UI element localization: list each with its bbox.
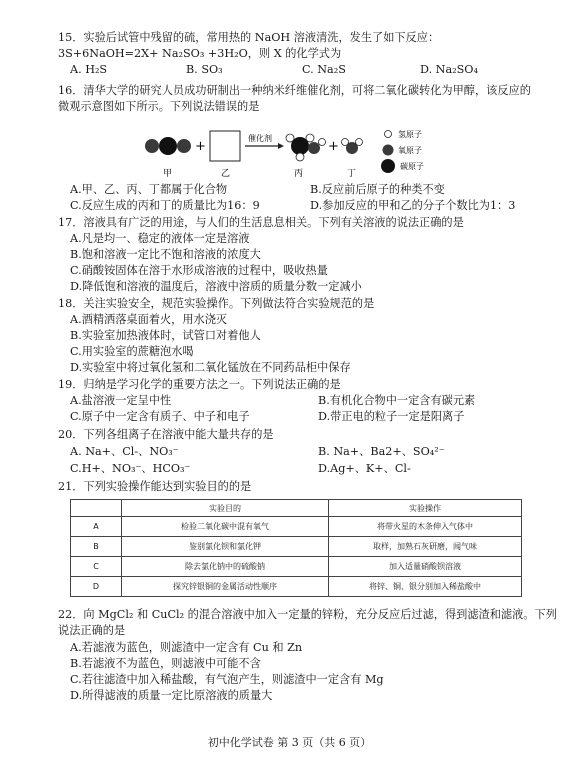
row-label: B: [71, 537, 122, 557]
q20-option-a[interactable]: A. Na+、Cl-、NO₃⁻: [70, 445, 179, 458]
q17-option-c[interactable]: C.硝酸铵固体在溶于水形成溶液的过程中，吸收热量: [70, 264, 328, 277]
q16-stem-line2: 微观示意图如下所示。下列说法错误的是: [58, 100, 260, 113]
q18-option-b[interactable]: B.实验室加热液体时，试管口对着他人: [70, 329, 261, 342]
q22-option-d[interactable]: D.所得滤液的质量一定比原溶液的质量大: [70, 689, 273, 702]
label-ding: 丁: [347, 169, 357, 179]
q16-option-b[interactable]: B.反应前后原子的种类不变: [310, 183, 445, 196]
row-purpose: 除去氯化钠中的硫酸钠: [122, 557, 329, 577]
row-operation: 加入适量硝酸钡溶液: [329, 557, 522, 577]
legend-carbon: 碳原子: [400, 162, 424, 171]
legend-carbon-icon: [381, 159, 395, 173]
q15-option-d[interactable]: D. Na₂SO₄: [420, 63, 478, 76]
reaction-diagram: [130, 128, 510, 182]
molecule-jia: [145, 137, 191, 155]
q20-option-b[interactable]: B. Na+、Ba2+、SO₄²⁻: [318, 445, 445, 458]
row-purpose: 检验二氧化碳中混有氧气: [122, 517, 329, 537]
plus-sign-2: +: [328, 139, 339, 154]
q21-stem: 21．下列实验操作能达到实验目的的是: [58, 480, 252, 493]
q18-option-a[interactable]: A.酒精洒落桌面着火，用水浇灭: [70, 313, 228, 326]
q17-stem: 17．溶液具有广泛的用途，与人们的生活息息相关。下列有关溶液的说法正确的是: [58, 216, 464, 229]
q15-stem: 15．实验后试管中残留的硫，常用热的 NaOH 溶液清洗，发生了如下反应：: [58, 31, 440, 44]
molecule-ding: [342, 139, 363, 155]
row-operation: 将锌、铜、银分别加入稀盐酸中: [329, 577, 522, 597]
q16-stem-line1: 16．清华大学的研究人员成功研制出一种纳米纤维催化剂，可将二氧化碳转化为甲醇，该反应的: [58, 84, 531, 97]
q19-option-d[interactable]: D.带正电的粒子一定是阳离子: [318, 410, 465, 423]
q16-option-a[interactable]: A.甲、乙、丙、丁都属于化合物: [70, 183, 228, 196]
legend-hydrogen-icon: [385, 131, 392, 138]
row-label: C: [71, 557, 122, 577]
table-header-row: [71, 500, 522, 517]
label-yi: 乙: [221, 169, 231, 179]
q19-option-c[interactable]: C.原子中一定含有质子、中子和电子: [70, 410, 250, 423]
label-bing: 丙: [294, 169, 304, 179]
q17-option-b[interactable]: B.饱和溶液一定比不饱和溶液的浓度大: [70, 248, 261, 261]
row-purpose: 鉴别氯化钡和氯化钾: [122, 537, 329, 557]
table-row[interactable]: [71, 537, 522, 557]
q20-option-d[interactable]: D.Ag+、K+、Cl-: [318, 462, 411, 475]
q19-option-a[interactable]: A.盐溶液一定呈中性: [70, 394, 172, 407]
table-row[interactable]: [71, 557, 522, 577]
table-row[interactable]: [71, 577, 522, 597]
q22-option-b[interactable]: B.若滤液不为蓝色，则滤液中可能不含: [70, 657, 261, 670]
label-jia: 甲: [163, 169, 173, 179]
q21-table: [70, 499, 522, 597]
q22-option-a[interactable]: A.若滤液为蓝色，则滤渣中一定含有 Cu 和 Zn: [70, 641, 303, 654]
legend-oxygen-icon: [383, 145, 394, 156]
table-header-cell: [71, 500, 122, 517]
q20-option-c[interactable]: C.H+、NO₃⁻、HCO₃⁻: [70, 462, 191, 475]
page-footer: 初中化学试卷 第 3 页（共 6 页）: [207, 736, 372, 749]
row-label: A: [71, 517, 122, 537]
q18-option-d[interactable]: D.实验室中将过氧化氢和二氧化锰放在不同药品柜中保存: [70, 361, 351, 374]
table-row[interactable]: [71, 517, 522, 537]
q15-option-b[interactable]: B. SO₃: [186, 63, 223, 76]
q22-option-c[interactable]: C.若往滤渣中加入稀盐酸，有气泡产生，则滤渣中一定含有 Mg: [70, 673, 384, 686]
row-purpose: 探究锌银铜的金属活动性顺序: [122, 577, 329, 597]
legend-hydrogen: 氢原子: [398, 130, 422, 139]
q18-stem: 18．关注实验安全，规范实验操作。下列做法符合实验规范的是: [58, 297, 375, 310]
row-label: D: [71, 577, 122, 597]
q18-option-c[interactable]: C.用实验室的蔗糖泡水喝: [70, 345, 194, 358]
table-header-purpose: 实验目的: [122, 500, 329, 517]
q22-stem-line2: 说法正确的是: [58, 624, 126, 637]
molecule-bing: [286, 134, 326, 161]
q20-stem: 20．下列各组离子在溶液中能大量共存的是: [58, 428, 274, 441]
q15-option-a[interactable]: A. H₂S: [70, 63, 108, 76]
q15-equation: 3S+6NaOH=2X+ Na₂SO₃ +3H₂O，则 X 的化学式为: [58, 47, 342, 60]
catalyst-label: 催化剂: [248, 134, 272, 143]
q15-option-c[interactable]: C. Na₂S: [302, 63, 346, 76]
q17-option-a[interactable]: A.凡是均一、稳定的液体一定是溶液: [70, 232, 250, 245]
q22-stem-line1: 22．向 MgCl₂ 和 CuCl₂ 的混合溶液中加入一定量的锌粉，充分反应后过滤，得到滤渣和滤液。下列: [58, 608, 557, 621]
q16-option-d[interactable]: D.参加反应的甲和乙的分子个数比为1：3: [310, 199, 516, 212]
plus-sign: +: [195, 139, 206, 154]
q17-option-d[interactable]: D.降低饱和溶液的温度后，溶液中溶质的质量分数一定减小: [70, 280, 362, 293]
legend-oxygen: 氧原子: [398, 146, 422, 155]
q19-option-b[interactable]: B.有机化合物中一定含有碳元素: [318, 394, 476, 407]
molecule-yi-box: [210, 131, 240, 161]
q19-stem: 19．归纳是学习化学的重要方法之一。下列说法正确的是: [58, 378, 341, 391]
row-operation: 取样，加熟石灰研磨，闻气味: [329, 537, 522, 557]
q16-option-c[interactable]: C.反应生成的丙和丁的质量比为16：9: [70, 199, 260, 212]
row-operation: 将带火星的木条伸入气体中: [329, 517, 522, 537]
table-header-operation: 实验操作: [329, 500, 522, 517]
